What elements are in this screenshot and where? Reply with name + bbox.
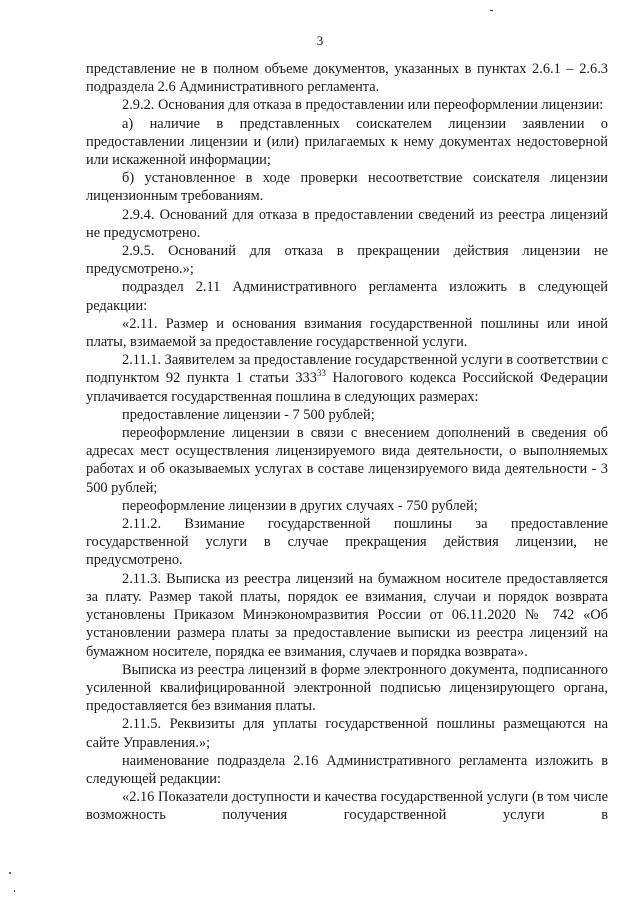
scan-speck bbox=[14, 890, 15, 892]
paragraph: 2.9.5. Оснований для отказа в прекращении действия лицензии не предусмотрено.»; bbox=[86, 243, 608, 278]
paragraph: а) наличие в представленных соискателем лицензии заявлении о предоставлении лицензии и (или) прилагаемых к нему документах недостоверной или искаженной информации; bbox=[86, 115, 608, 169]
paragraph: подраздел 2.11 Административного регламента изложить в следующей редакции: bbox=[86, 279, 608, 314]
paragraph-with-footnote bbox=[86, 351, 608, 406]
paragraph-text: 2.11.1. Заявителем за предоставление государственной услуги в соответствии с подпунктом 92 пункта 1 статьи 333 bbox=[86, 352, 608, 387]
paragraph: 2.11.3. Выписка из реестра лицензий на бумажном носителе предоставляется за плату. Размер такой платы, порядок ее взимания, случаи и порядок возврата установлены Приказом Минэкономразвития России от 06.11.2020 № 742 «Об установлении размера платы за предоставление выписки из реестра лицензий на бумажном носителе, порядка ее взимания, случаев и порядка возврата». bbox=[86, 570, 608, 660]
document-body bbox=[86, 60, 608, 825]
paragraph: наименование подраздела 2.16 Административного регламента изложить в следующей редакции: bbox=[86, 752, 608, 787]
scan-speck bbox=[490, 10, 493, 11]
paragraph: б) установленное в ходе проверки несоответствие соискателя лицензии лицензионным требованиям. bbox=[86, 170, 608, 205]
paragraph: «2.11. Размер и основания взимания государственной пошлины или иной платы, взимаемой за предоставление государственной услуги. bbox=[86, 315, 608, 351]
superscript-number: 33 bbox=[316, 368, 326, 379]
paragraph: Выписка из реестра лицензий в форме электронного документа, подписанного усиленной квалифицированной электронной подписью лицензирующего органа, предоставляется без взимания платы. bbox=[86, 661, 608, 715]
paragraph: предоставление лицензии - 7 500 рублей; bbox=[122, 406, 375, 423]
paragraph: «2.16 Показатели доступности и качества государственной услуги (в том числе возможность получения государственной услуги в bbox=[86, 789, 608, 824]
paragraph: 2.9.2. Основания для отказа в предоставлении или переоформлении лицензии: bbox=[122, 97, 604, 114]
paragraph: 2.11.5. Реквизиты для уплаты государственной пошлины размещаются на сайте Управления.»; bbox=[86, 716, 608, 751]
paragraph: представление не в полном объеме документов, указанных в пунктах 2.6.1 – 2.6.3 подраздела 2.6 Административного регламента. bbox=[86, 61, 608, 96]
paragraph: 2.11.2. Взимание государственной пошлины за предоставление государственной услуги в случае прекращения действия лицензии, не предусмотрено. bbox=[86, 516, 608, 569]
page-number: 3 bbox=[316, 33, 324, 48]
paragraph-text: Налогового кодекса Российской Федерации уплачивается государственная пошлина в следующих размерах: bbox=[86, 370, 608, 405]
paragraph: переоформление лицензии в связи с внесением дополнений в сведения об адресах мест осуществления лицензируемого вида деятельности, о выполняемых работах и об оказываемых услугах в составе лицензируемого вида деятельности - 3 500 рублей; bbox=[86, 425, 608, 496]
paragraph: переоформление лицензии в других случаях - 750 рублей; bbox=[122, 497, 478, 514]
paragraph: 2.9.4. Оснований для отказа в предоставлении сведений из реестра лицензий не предусмотрено. bbox=[86, 206, 608, 241]
scan-speck bbox=[9, 872, 11, 874]
